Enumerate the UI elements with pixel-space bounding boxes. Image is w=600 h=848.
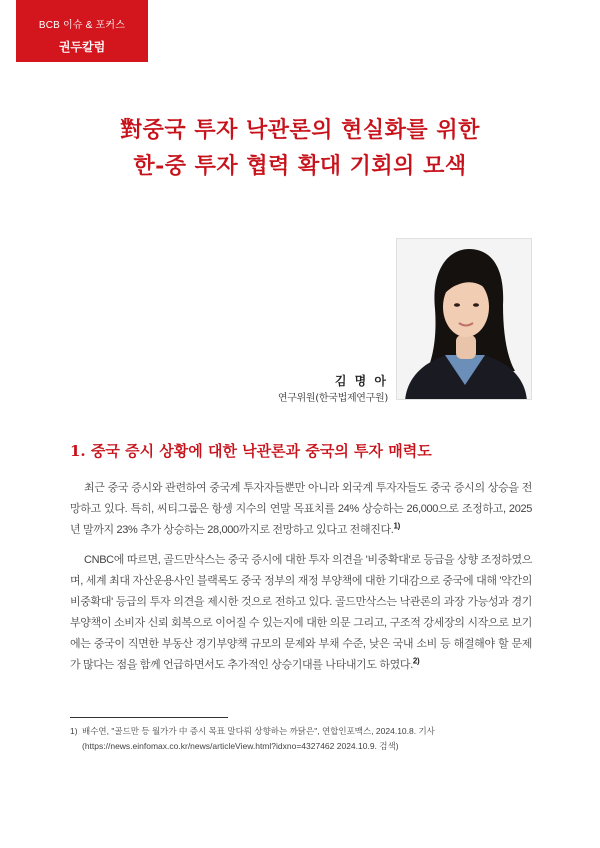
author-photo [396,238,532,400]
column-label: 권두칼럼 [58,40,106,54]
paragraph-2 [70,550,532,676]
footnote-divider [70,717,228,718]
portrait-icon [397,239,532,400]
category-label: BCB 이슈 & 포커스 [38,20,126,31]
footnote-number: 1) [70,726,78,736]
paragraph-2-text: CNBC에 따르면, 골드만삭스는 중국 증시에 대한 투자 의견을 '비중확대'로 등급을 상향 조정하였으며, 세계 최대 자산운용사인 블랙록도 중국 정부의 재정 부양책에 대한 기대감으로 중국에 대해 '약간의 비중확대' 등급의 투자 의견을 제시한 것으로 전하고 있다. 골드만삭스는 낙관론의 과장 가능성과 경기부양책이 소비자 신뢰 회복으로 이어질 수 있는지에 대한 의문 그리고, 구조적 강세장의 시작으로 보기에는 중국이 직면한 부동산 경기부양책 규모의 문제와 부채 수준, 낮은 국내 소비 등 해결해야 할 문제가 많다는 점을 함께 언급하면서도 추가적인 상승기대를 나타내기도 하였다. [70,554,532,671]
footnote-text: 배수연, "골드만 등 월가가 中 증시 목표 말다뤄 상향하는 까닭은", 연합인포맥스, 2024.10.8. 기사 [82,726,435,736]
page-title [0,112,600,184]
title-line-2: 한-중 투자 협력 확대 기회의 모색 [133,153,467,179]
footnote-1 [70,724,540,754]
title-line-1: 對중국 투자 낙관론의 현실화를 위한 [120,117,480,143]
footnote-url[interactable]: (https://news.einfomax.co.kr/news/articleView.html?idxno=4327462 2024.10.9. 검색) [82,741,399,751]
footnote-ref-2[interactable]: 2) [412,656,420,666]
paragraph-1 [70,478,532,541]
paragraph-1-text: 최근 중국 증시와 관련하여 중국계 투자자들뿐만 아니라 외국계 투자자들도 중국 증시의 상승을 전망하고 있다. 특히, 씨티그룹은 항셍 지수의 연말 목표치를 24% 상승하는 26,000으로 조정하고, 2025년 말까지 23% 추가 상승하는 28,000까지로 전망하고 있다고 전해진다. [70,482,532,536]
author-name: 김 명 아 [334,374,388,388]
column-badge [16,0,148,62]
footnote-ref-1[interactable]: 1) [393,521,400,531]
author-role: 연구위원(한국법제연구원) [277,393,388,404]
section-heading: 1. 중국 증시 상황에 대한 낙관론과 중국의 투자 매력도 [70,442,432,460]
